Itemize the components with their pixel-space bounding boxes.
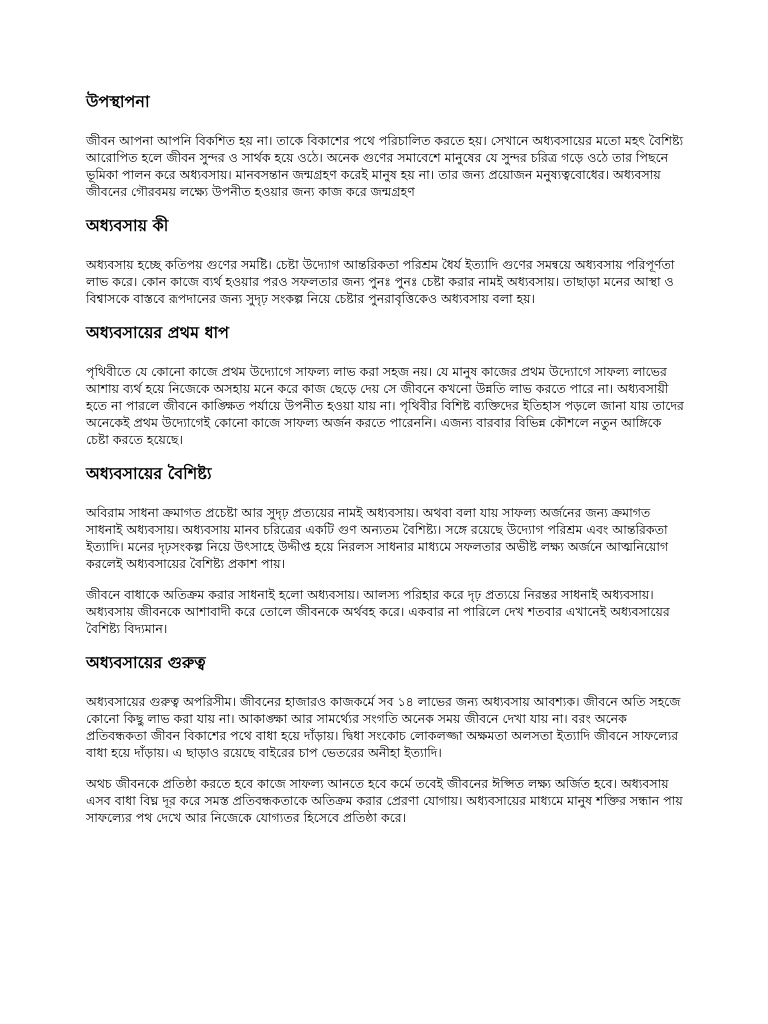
section-heading: অধ্যবসায়ের গুরুত্ব (86, 653, 206, 672)
paragraph: অথচ জীবনকে প্রতিষ্ঠা করতে হবে কাজে সাফল্য আনতে হবে কর্মে তবেই জীবনের ঈপ্সিত লক্ষ্য অর্জিত হবে। অধ্যবসায় এসব বাধা বিঘ্ন দূর করে সমস্ত প্রতিবন্ধকতাকে অতিক্রম করার প্রেরণা যোগায়। অধ্যবসায়ের মাধ্যমে মানুষ শক্তির সন্ধান পায় সাফল্যের পথ দেখে আর নিজেকে যোগ্যতর হিসেবে প্রতিষ্ঠা করে। (86, 776, 683, 825)
section-heading: অধ্যবসায়ের প্রথম ধাপ (86, 323, 230, 342)
section-heading: অধ্যবসায় কী (86, 216, 169, 235)
section-introduction (86, 90, 686, 200)
paragraph: অধ্যবসায় হচ্ছে কতিপয় গুণের সমষ্টি। চেষ্টা উদ্যোগ আন্তরিকতা পরিশ্রম ধৈর্য ইত্যাদি গুণের সমন্বয়ে অধ্যবসায় পরিপূর্ণতা লাভ করে। কোন কাজে ব্যর্থ হওয়ার পরও সফলতার জন্য পুনঃ পুনঃ চেষ্টা করার নামই অধ্যবসায়। তাছাড়া মনের আস্থা ও বিশ্বাসকে বাস্তবে রূপদানের জন্য সুদৃঢ় সংকল্প নিয়ে চেষ্টার পুনরাবৃত্তিকেও অধ্যবসায় বলা হয়। (86, 257, 675, 306)
paragraph: জীবন আপনা আপনি বিকশিত হয় না। তাকে বিকাশের পথে পরিচালিত করতে হয়। সেখানে অধ্যবসায়ের মতো মহৎ বৈশিষ্ট্য আরোপিত হলে জীবন সুন্দর ও সার্থক হয়ে ওঠে। অনেক গুণের সমাবেশে মানুষের যে সুন্দর চরিত্র গড়ে ওঠে তার পিছনে ভূমিকা পালন করে অধ্যবসায়। মানবসন্তান জন্মগ্রহণ করেই মানুষ হয় না। তার জন্য প্রয়োজন মনুষ্যত্ববোধের। অধ্যবসায় জীবনের গৌরবময় লক্ষ্যে উপনীত হওয়ার জন্য কাজ করে জন্মগ্রহণ (86, 133, 684, 199)
paragraph: অধ্যবসায়ের গুরুত্ব অপরিসীম। জীবনের হাজারও কাজকর্মে সব ১৪ লাভের জন্য অধ্যবসায় আবশ্যক। জীবনে অতি সহজে কোনো কিছু লাভ করা যায় না। আকাঙ্ক্ষা আর সামর্থ্যের সংগতি অনেক সময় জীবনে দেখা যায় না। বরং অনেক প্রতিবন্ধকতা জীবন বিকাশের পথে বাধা হয়ে দাঁড়ায়। দ্বিধা সংকোচ লোকলজ্জা অক্ষমতা অলসতা ইত্যাদি জীবনে সাফল্যের বাধা হয়ে দাঁড়ায়। এ ছাড়াও রয়েছে বাইরের চাপ ভেতরের অনীহা ইত্যাদি। (86, 694, 681, 760)
section-characteristics (86, 462, 686, 637)
paragraph: পৃথিবীতে যে কোনো কাজে প্রথম উদ্যোগে সাফল্য লাভ করা সহজ নয়। যে মানুষ কাজের প্রথম উদ্যোগে সাফল্য লাভের আশায় ব্যর্থ হয়ে নিজেকে অসহায় মনে করে কাজ ছেড়ে দেয় সে জীবনে কখনো উন্নতি লাভ করতে পারে না। অধ্যবসায়ী হতে না পারলে জীবনে কাঙ্ক্ষিত পর্যায়ে উপনীত হওয়া যায় না। পৃথিবীর বিশিষ্ট ব্যক্তিদের ইতিহাস পড়লে জানা যায় তাদের অনেকেই প্রথম উদ্যোগেই কোনো কাজে সাফল্য অর্জন করতে পারেননি। এজন্য বারবার বিভিন্ন কৌশলে নতুন আঙ্গিকে চেষ্টা করতে হয়েছে। (86, 364, 684, 447)
section-heading: অধ্যবসায়ের বৈশিষ্ট্য (86, 464, 212, 483)
section-heading: উপস্থাপনা (86, 92, 150, 111)
paragraph: জীবনে বাধাকে অতিক্রম করার সাধনাই হলো অধ্যবসায়। আলস্য পরিহার করে দৃঢ় প্রত্যয়ে নিরন্তর সাধনাই অধ্যবসায়। অধ্যবসায় জীবনকে আশাবাদী করে তোলে জীবনকে অর্থবহ করে। একবার না পারিলে দেখ শতবার এখানেই অধ্যবসায়ের বৈশিষ্ট্য বিদ্যমান। (86, 587, 670, 636)
document-page (86, 90, 686, 840)
section-what-is-perseverance (86, 214, 686, 307)
section-importance (86, 651, 686, 826)
paragraph: অবিরাম সাধনা ক্রমাগত প্রচেষ্টা আর সুদৃঢ় প্রত্যয়ের নামই অধ্যবসায়। অথবা বলা যায় সাফল্য অর্জনের জন্য ক্রমাগত সাধনাই অধ্যবসায়। অধ্যবসায় মানব চরিত্রের একটি গুণ অন্যতম বৈশিষ্ট্য। সঙ্গে রয়েছে উদ্যোগ পরিশ্রম এবং আন্তরিকতা ইত্যাদি। মনের দৃঢ়সংকল্প নিয়ে উৎসাহে উদ্দীপ্ত হয়ে নিরলস সাধনার মাধ্যমে সফলতার অভীষ্ট লক্ষ্য অর্জনে আত্মনিয়োগ করলেই অধ্যবসায়ের বৈশিষ্ট্য প্রকাশ পায়। (86, 505, 669, 571)
section-first-step (86, 321, 686, 448)
